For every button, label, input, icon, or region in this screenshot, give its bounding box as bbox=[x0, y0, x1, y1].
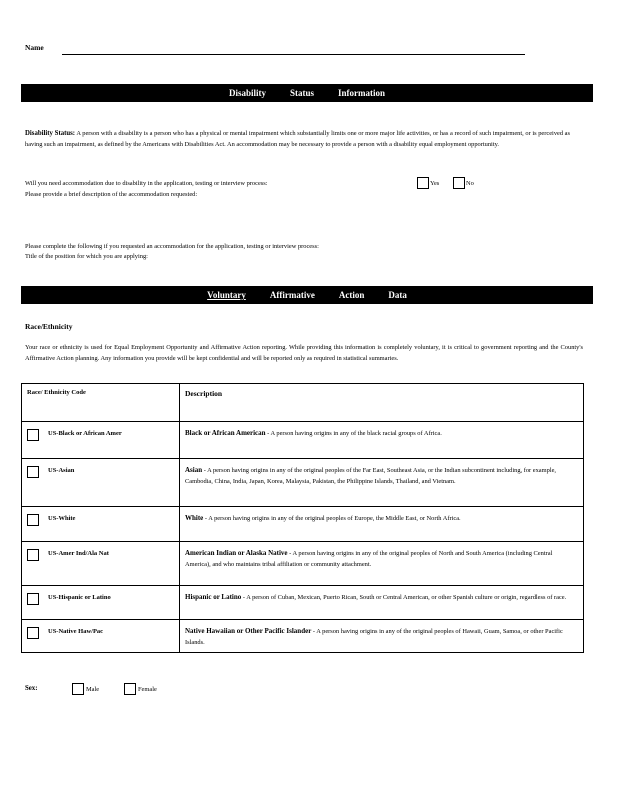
description-column-header: Description bbox=[180, 384, 584, 422]
race-description: White - A person having origins in any of the original peoples of Europe, the Middle East, or North Africa. bbox=[185, 514, 461, 522]
race-checkbox-amer-ind[interactable] bbox=[27, 549, 39, 561]
race-code: US-Amer Ind/Ala Nat bbox=[48, 550, 109, 557]
race-checkbox-black[interactable] bbox=[27, 429, 39, 441]
name-label: Name bbox=[25, 43, 44, 52]
race-code: US-Asian bbox=[48, 467, 75, 474]
table-row bbox=[22, 459, 584, 507]
race-code: US-Hispanic or Latino bbox=[48, 594, 111, 601]
race-description: American Indian or Alaska Native - A person having origins in any of the original peoples of North and South America (including Central America), and who maintains tribal affiliation or community attachment. bbox=[185, 549, 553, 568]
complete-following-prompt: Please complete the following if you requested an accommodation for the application, testing or interview process: bbox=[25, 243, 319, 250]
female-label: Female bbox=[138, 686, 157, 693]
race-checkbox-hispanic[interactable] bbox=[27, 593, 39, 605]
race-code: US-Native Haw/Pac bbox=[48, 628, 104, 635]
table-row bbox=[22, 586, 584, 620]
table-row bbox=[22, 422, 584, 459]
race-description: Black or African American - A person having origins in any of the black racial groups of Africa. bbox=[185, 429, 442, 437]
race-checkbox-white[interactable] bbox=[27, 514, 39, 526]
yes-label: Yes bbox=[430, 180, 440, 187]
table-row bbox=[22, 542, 584, 586]
race-description: Asian - A person having origins in any of the original peoples of the Far East, Southeast Asia, or the Indian subcontinent including, for example, Cambodia, China, India, Japan, Korea, Malaysia, Pakistan, the Philippine Islands, Thailand, and Vietnam. bbox=[185, 466, 557, 485]
name-field[interactable] bbox=[62, 54, 525, 55]
sex-label: Sex: bbox=[25, 685, 38, 692]
female-checkbox[interactable] bbox=[124, 683, 136, 695]
race-code: US-Black or African Amer bbox=[48, 430, 122, 437]
accommodation-yes-checkbox[interactable] bbox=[417, 177, 429, 189]
position-title-prompt: Title of the position for which you are applying: bbox=[25, 253, 148, 260]
male-label: Male bbox=[86, 686, 100, 693]
race-code: US-White bbox=[48, 515, 76, 522]
accommodation-question: Will you need accommodation due to disability in the application, testing or interview process: bbox=[25, 180, 268, 187]
race-checkbox-native-haw[interactable] bbox=[27, 627, 39, 639]
disability-section-header: Disability Status Information bbox=[21, 84, 593, 102]
describe-accommodation-prompt: Please provide a brief description of the accommodation requested: bbox=[25, 191, 198, 198]
accommodation-no-checkbox[interactable] bbox=[453, 177, 465, 189]
race-description: Hispanic or Latino - A person of Cuban, Mexican, Puerto Rican, South or Central American, or other Spanish culture or origin, regardless of race. bbox=[185, 593, 567, 601]
race-checkbox-asian[interactable] bbox=[27, 466, 39, 478]
race-ethnicity-intro: Your race or ethnicity is used for Equal Employment Opportunity and Affirmative Action reporting. While providing this information is completely voluntary, it is critical to government reporting and the County's Affirmative Action planning. Any information you provide will be kept confidential and will be reported only as required in statistical summaries. bbox=[25, 344, 583, 362]
voluntary-affirmative-action-header: Voluntary Affirmative Action Data bbox=[21, 286, 593, 304]
race-description: Native Hawaiian or Other Pacific Islander - A person having origins in any of the original peoples of Hawaii, Guam, Samoa, or other Pacific Islands. bbox=[185, 627, 563, 646]
race-ethnicity-table bbox=[21, 383, 584, 653]
code-column-header: Race/ Ethnicity Code bbox=[22, 384, 180, 422]
table-header-row bbox=[22, 384, 584, 422]
table-row bbox=[22, 507, 584, 542]
disability-status-definition: Disability Status: A person with a disability is a person who has a physical or mental impairment which substantially limits one or more major life activities, or has a record of such impairment, or is perceived as having such an impairment, as defined by the Americans with Disabilities Act. An accommodation may be necessary to provide a person with a disability equal employment opportunity. bbox=[25, 130, 570, 148]
no-label: No bbox=[466, 180, 474, 187]
race-ethnicity-heading: Race/Ethnicity bbox=[25, 322, 73, 331]
male-checkbox[interactable] bbox=[72, 683, 84, 695]
table-row bbox=[22, 620, 584, 653]
